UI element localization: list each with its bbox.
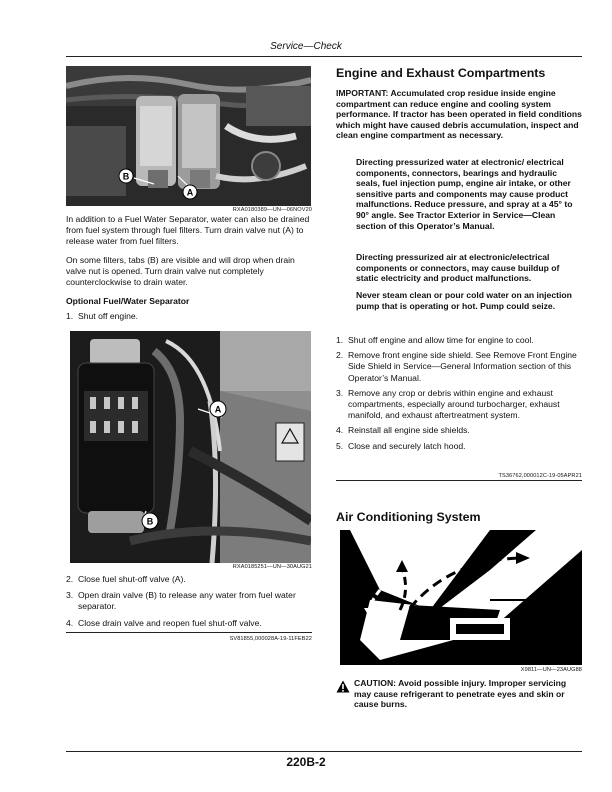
page-number: 220B-2 [286,755,326,769]
important-text-2: Directing pressurized water at electronic/ electrical components, connectors, bearings and hydraulic seals, fuel injection pump, engine air intake, or other sensitive parts and components may cause product malfunctions. Reduce pressure, and spray at a 45° to 90° angle. See Tractor Exterior in Service—Clean section of this Operator’s Manual. [356,157,573,231]
callout-b: B [146,516,154,527]
paragraph-fuel-filters: In addition to a Fuel Water Separator, water can also be drained from fuel system through fuel filters. Turn drain valve nut (A) to release water from fuel filters. [66,214,310,247]
step-list-3 [336,335,582,452]
list-item: 2. Remove front engine side shield. See Remove Front Engine Side Shield in Service—General Information section of this Operator’s Manual. [336,350,577,383]
list-item: 1. Shut off engine and allow time for engine to cool. [336,335,534,345]
callout-a: A [186,187,194,198]
list-item: 3. Open drain valve (B) to release any water from fuel water separator. [66,590,296,612]
illustration-code: X9811—UN—23AUG88 [520,667,582,673]
list-item: 4. Close drain valve and reopen fuel shut-off valve. [66,617,262,628]
list-item: 4. Reinstall all engine side shields. [336,425,470,436]
important-block-1 [336,88,582,141]
step-list-2 [66,574,312,629]
important-text-1: Accumulated crop residue inside engine compartment can reduce engine and cooling system performance. If tractor has been operated in field conditions which might have caused debris accumulation, inspect and clean engine compartment as necessary. [336,88,582,141]
important-text-3: Directing pressurized air at electronic/electrical components or connectors, may cause buildup of static electricity and product malfunctions. [356,252,560,284]
callout-b: B [122,171,130,182]
subheading-fuel-water-separator: Optional Fuel/Water Separator [66,296,190,306]
heading-engine-exhaust: Engine and Exhaust Compartments [336,66,546,80]
header-rule [66,56,582,57]
caution-text: CAUTION: Avoid possible injury. Improper servicing may cause refrigerant to penetrate eyes and skin or cause burns. [354,678,567,710]
fuel-filter-photo [66,66,311,206]
photo2-code: RXA0185251—UN—30AUG21 [232,564,312,570]
fuel-water-separator-photo [70,331,311,563]
list-item: 5. Close and securely latch hood. [336,440,466,451]
photo1-code: RXA0180389—UN—06NOV20 [232,207,312,213]
step-list-1 [66,311,312,322]
list-item: 1. Shut off engine. [66,311,139,321]
section-code: TS36762,000012C-19-05APR21 [498,473,582,479]
important-text-4: Never steam clean or pour cold water on an injection pump that is operating or hot. Pump could seize. [356,290,572,311]
refrigerant-illustration [340,530,582,665]
callout-a: A [214,404,222,415]
section-rule [66,632,312,633]
footer-rule [66,751,582,752]
list-item: 3. Remove any crop or debris within engine and exhaust compartments, especially around turbocharger, exhaust manifold, and exhaust aftertreatment system. [336,387,560,421]
running-header: Service—Check [270,41,342,52]
warning-triangle-icon [336,680,350,693]
important-label: IMPORTANT: [336,88,389,98]
section-rule [336,480,582,481]
list-item: 2. Close fuel shut-off valve (A). [66,574,186,584]
section-code: SV81855,000028A-19-11FEB22 [229,636,312,642]
heading-air-conditioning: Air Conditioning System [336,510,481,524]
paragraph-tabs: On some filters, tabs (B) are visible and will drop when drain valve nut is opened. Turn drain valve nut completely counterclockwise to drain water. [66,255,295,288]
